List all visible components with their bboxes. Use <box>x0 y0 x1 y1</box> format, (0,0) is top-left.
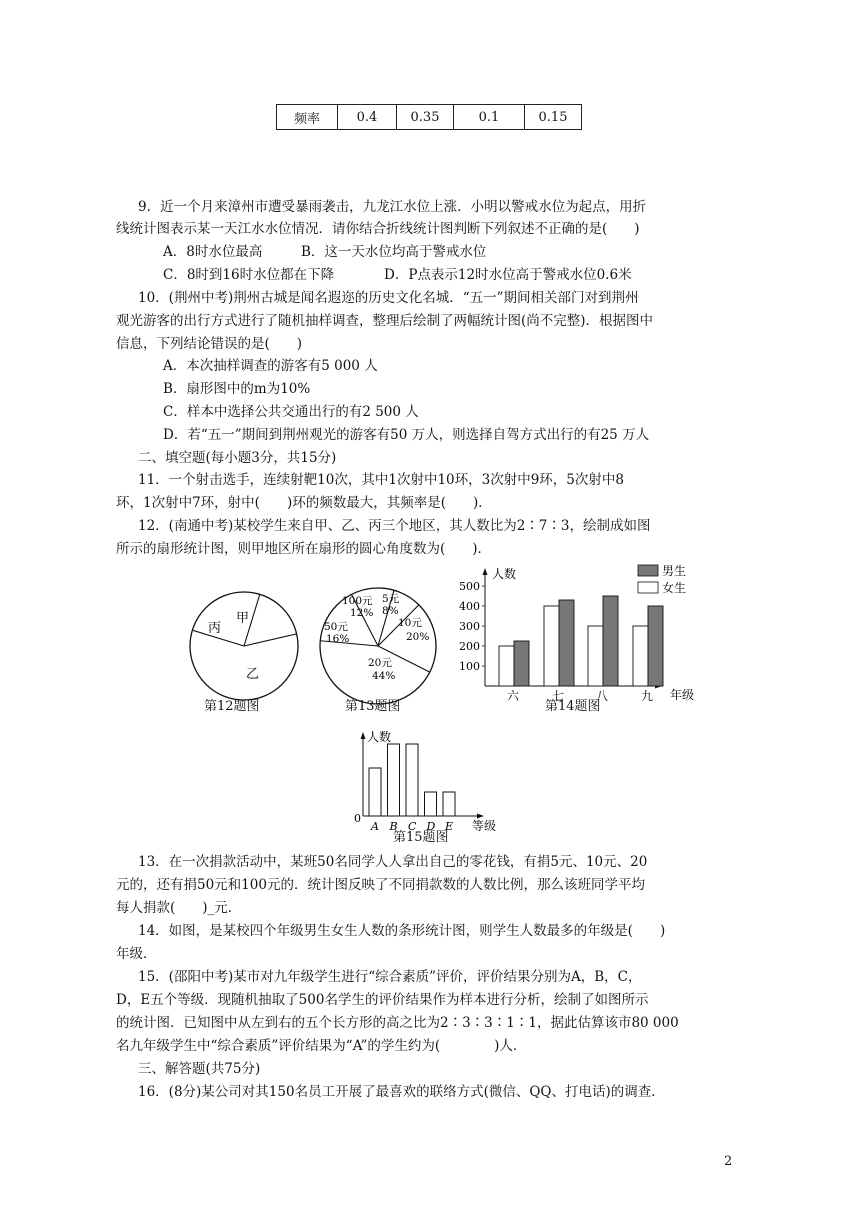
q9-option-a: A．8时水位最高 <box>163 244 263 260</box>
y-tick-label: 400 <box>459 600 480 613</box>
x-category-label: 七 <box>552 689 565 703</box>
pie-label-50-yuan: 50元 <box>324 621 348 633</box>
table-cell: 0.4 <box>338 105 397 130</box>
pie-label-20-yuan: 20元 <box>368 657 392 669</box>
q14-line: 14．如图，是某校四个年级男生女生人数的条形统计图，则学生人数最多的年级是( ) <box>138 923 666 939</box>
pie-pct-5-yuan: 8% <box>382 605 399 617</box>
bar-boys <box>603 596 618 686</box>
section-heading-fill-in: 二、填空题(每小题3分，共15分) <box>138 450 337 466</box>
q9-line: 线统计图表示某一天江水水位情况．请你结合折线统计图判断下列叙述不正确的是( ) <box>116 221 640 237</box>
pie-label-10-yuan: 10元 <box>398 617 422 629</box>
legend-swatch-boys <box>638 565 658 576</box>
pie-pct-100-yuan: 12% <box>350 607 374 619</box>
q10-option-b: B．扇形图中的m为10% <box>163 381 311 397</box>
x-axis-label: 年级 <box>670 688 695 702</box>
q15-line: 的统计图．已知图中从左到右的五个长方形的高之比为2∶3∶3∶1∶1，据此估算该市80 000 <box>116 1015 679 1031</box>
y-tick-label: 500 <box>459 580 480 593</box>
legend-swatch-girls <box>638 582 658 593</box>
q9-line: 9．近一个月来漳州市遭受暴雨袭击，九龙江水位上涨．小明以警戒水位为起点，用折 <box>138 199 647 215</box>
q15-line: 15．(邵阳中考)某市对九年级学生进行“综合素质”评价，评价结果分别为A，B，C， <box>138 969 642 985</box>
x-axis-label: 等级 <box>472 819 497 833</box>
legend-label-boys: 男生 <box>662 564 687 578</box>
table-header-cell: 频率 <box>277 105 338 130</box>
bar-boys <box>648 606 663 686</box>
y-tick-label: 200 <box>459 640 480 653</box>
y-tick-label: 100 <box>459 660 480 673</box>
pie-label-yi: 乙 <box>246 667 260 682</box>
table-cell: 0.15 <box>525 105 582 130</box>
bar-girls <box>588 626 603 686</box>
table-row <box>277 105 582 130</box>
q9-option-b: B．这一天水位均高于警戒水位 <box>301 244 487 260</box>
q15-line: D，E五个等级．现随机抽取了500名学生的评价结果作为样本进行分析，绘制了如图所示 <box>116 992 649 1008</box>
q10-line: 10．(荆州中考)荆州古城是闻名遐迩的历史文化名城．“五一”期间相关部门对到荆州 <box>138 290 639 306</box>
figure-15-caption: 第15题图 <box>393 830 449 845</box>
q13-line: 元的，还有捐50元和100元的．统计图反映了不同捐款数的人数比例，那么该班同学平均 <box>116 877 645 893</box>
q9-option-d: D．P点表示12时水位高于警戒水位0.6米 <box>384 267 632 283</box>
y-axis-arrow <box>483 568 488 575</box>
y-axis-arrow <box>361 732 366 739</box>
pie-pct-50-yuan: 16% <box>326 633 350 645</box>
bar-girls <box>499 646 514 686</box>
pie-pct-20-yuan: 44% <box>372 670 396 682</box>
bar-girls <box>544 606 559 686</box>
section-heading-answer: 三、解答题(共75分) <box>138 1061 261 1077</box>
y-axis-ticks <box>459 580 485 673</box>
bar-grade-D <box>425 792 437 816</box>
figure-13-caption: 第13题图 <box>345 699 401 714</box>
figure-12-pie-chart <box>188 590 300 702</box>
table-cell: 0.35 <box>397 105 454 130</box>
page-number: 2 <box>724 1154 733 1169</box>
q9-option-c: C．8时到16时水位都在下降 <box>163 267 335 283</box>
bar-boys <box>514 641 529 686</box>
table-cell: 0.1 <box>454 105 525 130</box>
q14-line: 年级． <box>116 946 157 962</box>
x-category-label: 八 <box>596 689 609 703</box>
q10-line: 信息，下列结论错误的是( ) <box>116 336 303 352</box>
x-category-label: 六 <box>507 689 520 703</box>
bar-boys <box>559 600 574 686</box>
q15-line: 名九年级学生中“综合素质”评价结果为“A”的学生约为( )人． <box>116 1038 527 1054</box>
frequency-table <box>276 104 582 130</box>
x-category-label: 九 <box>641 689 654 703</box>
y-axis-label: 人数 <box>492 567 517 581</box>
q10-option-a: A．本次抽样调查的游客有5 000 人 <box>163 358 378 374</box>
q16-line: 16．(8分)某公司对其150名员工开展了最喜欢的联络方式(微信、QQ、打电话)的调查． <box>138 1084 665 1100</box>
bar-grade-E <box>443 792 455 816</box>
pie12-slice-boundary <box>244 634 297 646</box>
x-category-label: A <box>371 820 379 833</box>
y-axis-label: 人数 <box>367 730 392 744</box>
q13-line: 13．在一次捐款活动中，某班50名同学人人拿出自己的零花钱，有捐5元、10元、20 <box>138 854 648 870</box>
origin-label: 0 <box>354 812 361 825</box>
bar-grade-B <box>388 744 400 816</box>
figure-13-pie-chart <box>318 586 438 706</box>
q12-line: 12．(南通中考)某校学生来自甲、乙、丙三个地区，其人数比为2∶7∶3，绘制成如图 <box>138 518 651 534</box>
q10-line: 观光游客的出行方式进行了随机抽样调查，整理后绘制了两幅统计图(尚不完整)．根据图中 <box>116 313 654 329</box>
x-category-label: C <box>408 820 417 833</box>
bars <box>499 596 663 686</box>
bars <box>369 744 455 816</box>
figure-14-bar-chart <box>458 562 698 702</box>
x-category-label: E <box>445 820 454 833</box>
pie-label-jia: 甲 <box>236 611 250 626</box>
bar-grade-A <box>369 768 381 816</box>
q11-line: 环，1次射中7环，射中( )环的频数最大，其频率是( )． <box>116 495 492 511</box>
x-category-label: D <box>426 820 436 833</box>
pie-label-100-yuan: 100元 <box>342 595 373 607</box>
figure-12-caption: 第12题图 <box>204 699 260 714</box>
q13-line: 每人捐款( )_元． <box>116 900 242 916</box>
q10-option-c: C．样本中选择公共交通出行的有2 500 人 <box>163 404 419 420</box>
x-category-label: B <box>389 820 398 833</box>
q10-option-d: D．若“五一”期间到荆州观光的游客有50 万人，则选择自驾方式出行的有25 万人 <box>163 427 650 443</box>
legend-label-girls: 女生 <box>662 581 687 595</box>
pie-label-bing: 丙 <box>208 621 222 636</box>
y-tick-label: 300 <box>459 620 480 633</box>
figure-14-caption: 第14题图 <box>545 699 601 714</box>
bar-girls <box>633 626 648 686</box>
figure-15-bar-chart <box>350 728 510 838</box>
q11-line: 11．一个射击选手，连续射靶10次，其中1次射中10环，3次射中9环，5次射中8 <box>138 472 624 488</box>
pie-pct-10-yuan: 20% <box>406 631 430 643</box>
bar-grade-C <box>406 744 418 816</box>
x-axis-arrow <box>477 814 484 819</box>
q12-line: 所示的扇形统计图，则甲地区所在扇形的圆心角度数为( )． <box>116 541 492 557</box>
pie-label-5-yuan: 5元 <box>382 593 400 605</box>
